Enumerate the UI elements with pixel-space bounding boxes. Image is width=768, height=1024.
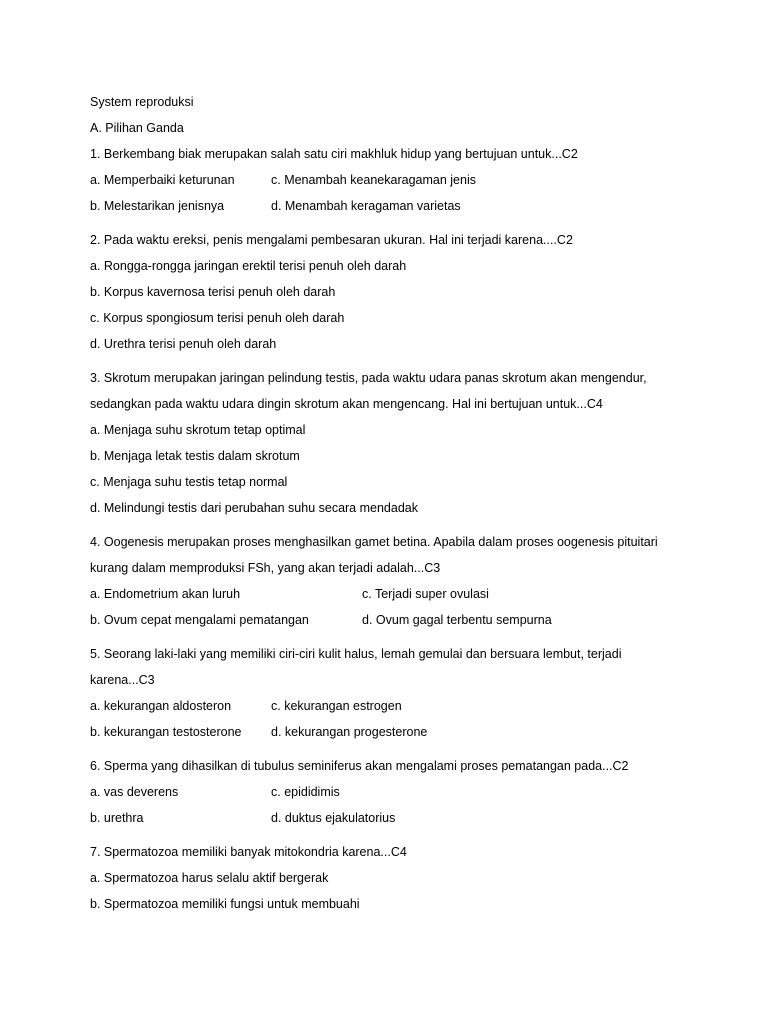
question-2-text: 2. Pada waktu ereksi, penis mengalami pembesaran ukuran. Hal ini terjadi karena....C2 [90, 233, 573, 247]
question-2-option-d: d. Urethra terisi penuh oleh darah [90, 337, 277, 351]
question-3-option-a: a. Menjaga suhu skrotum tetap optimal [90, 423, 306, 437]
question-5-option-a: a. kekurangan aldosteron [90, 699, 232, 713]
question-4-text-cont: kurang dalam memproduksi FSh, yang akan terjadi adalah...C3 [90, 561, 441, 575]
question-7-text: 7. Spermatozoa memiliki banyak mitokondria karena...C4 [90, 845, 407, 859]
question-6-option-d: d. duktus ejakulatorius [271, 811, 396, 825]
question-2-option-a: a. Rongga-rongga jaringan erektil terisi penuh oleh darah [90, 259, 407, 273]
question-1-option-c: c. Menambah keanekaragaman jenis [271, 173, 476, 187]
question-5-option-c: c. kekurangan estrogen [271, 699, 402, 713]
question-1-text: 1. Berkembang biak merupakan salah satu ciri makhluk hidup yang bertujuan untuk...C2 [90, 147, 578, 161]
question-5-option-b: b. kekurangan testosterone [90, 725, 242, 739]
section-heading: A. Pilihan Ganda [90, 121, 184, 135]
question-4-option-c: c. Terjadi super ovulasi [362, 587, 489, 601]
question-7-option-b: b. Spermatozoa memiliki fungsi untuk membuahi [90, 897, 360, 911]
question-7-option-a: a. Spermatozoa harus selalu aktif bergerak [90, 871, 329, 885]
question-6-option-c: c. epididimis [271, 785, 340, 799]
question-4-option-d: d. Ovum gagal terbentu sempurna [362, 613, 552, 627]
question-4-text: 4. Oogenesis merupakan proses menghasilkan gamet betina. Apabila dalam proses oogenesis pituitari [90, 535, 658, 549]
question-3-option-c: c. Menjaga suhu testis tetap normal [90, 475, 288, 489]
question-5-text-cont: karena...C3 [90, 673, 155, 687]
question-3-option-b: b. Menjaga letak testis dalam skrotum [90, 449, 300, 463]
question-1-option-a: a. Memperbaiki keturunan [90, 173, 235, 187]
question-4-option-a: a. Endometrium akan luruh [90, 587, 241, 601]
document-title: System reproduksi [90, 95, 194, 109]
question-2-option-c: c. Korpus spongiosum terisi penuh oleh darah [90, 311, 345, 325]
question-3-option-d: d. Melindungi testis dari perubahan suhu secara mendadak [90, 501, 418, 515]
question-5-option-d: d. kekurangan progesterone [271, 725, 428, 739]
question-2-option-b: b. Korpus kavernosa terisi penuh oleh darah [90, 285, 336, 299]
question-3-text: 3. Skrotum merupakan jaringan pelindung testis, pada waktu udara panas skrotum akan mengendur, [90, 371, 647, 385]
question-1-option-b: b. Melestarikan jenisnya [90, 199, 225, 213]
question-6-option-a: a. vas deverens [90, 785, 179, 799]
question-1-option-d: d. Menambah keragaman varietas [271, 199, 461, 213]
question-6-text: 6. Sperma yang dihasilkan di tubulus seminiferus akan mengalami proses pematangan pada...C2 [90, 759, 629, 773]
question-6-option-b: b. urethra [90, 811, 144, 825]
question-5-text: 5. Seorang laki-laki yang memiliki ciri-ciri kulit halus, lemah gemulai dan bersuara lembut, terjadi [90, 647, 622, 661]
question-4-option-b: b. Ovum cepat mengalami pematangan [90, 613, 309, 627]
question-3-text-cont: sedangkan pada waktu udara dingin skrotum akan mengencang. Hal ini bertujuan untuk...C4 [90, 397, 603, 411]
